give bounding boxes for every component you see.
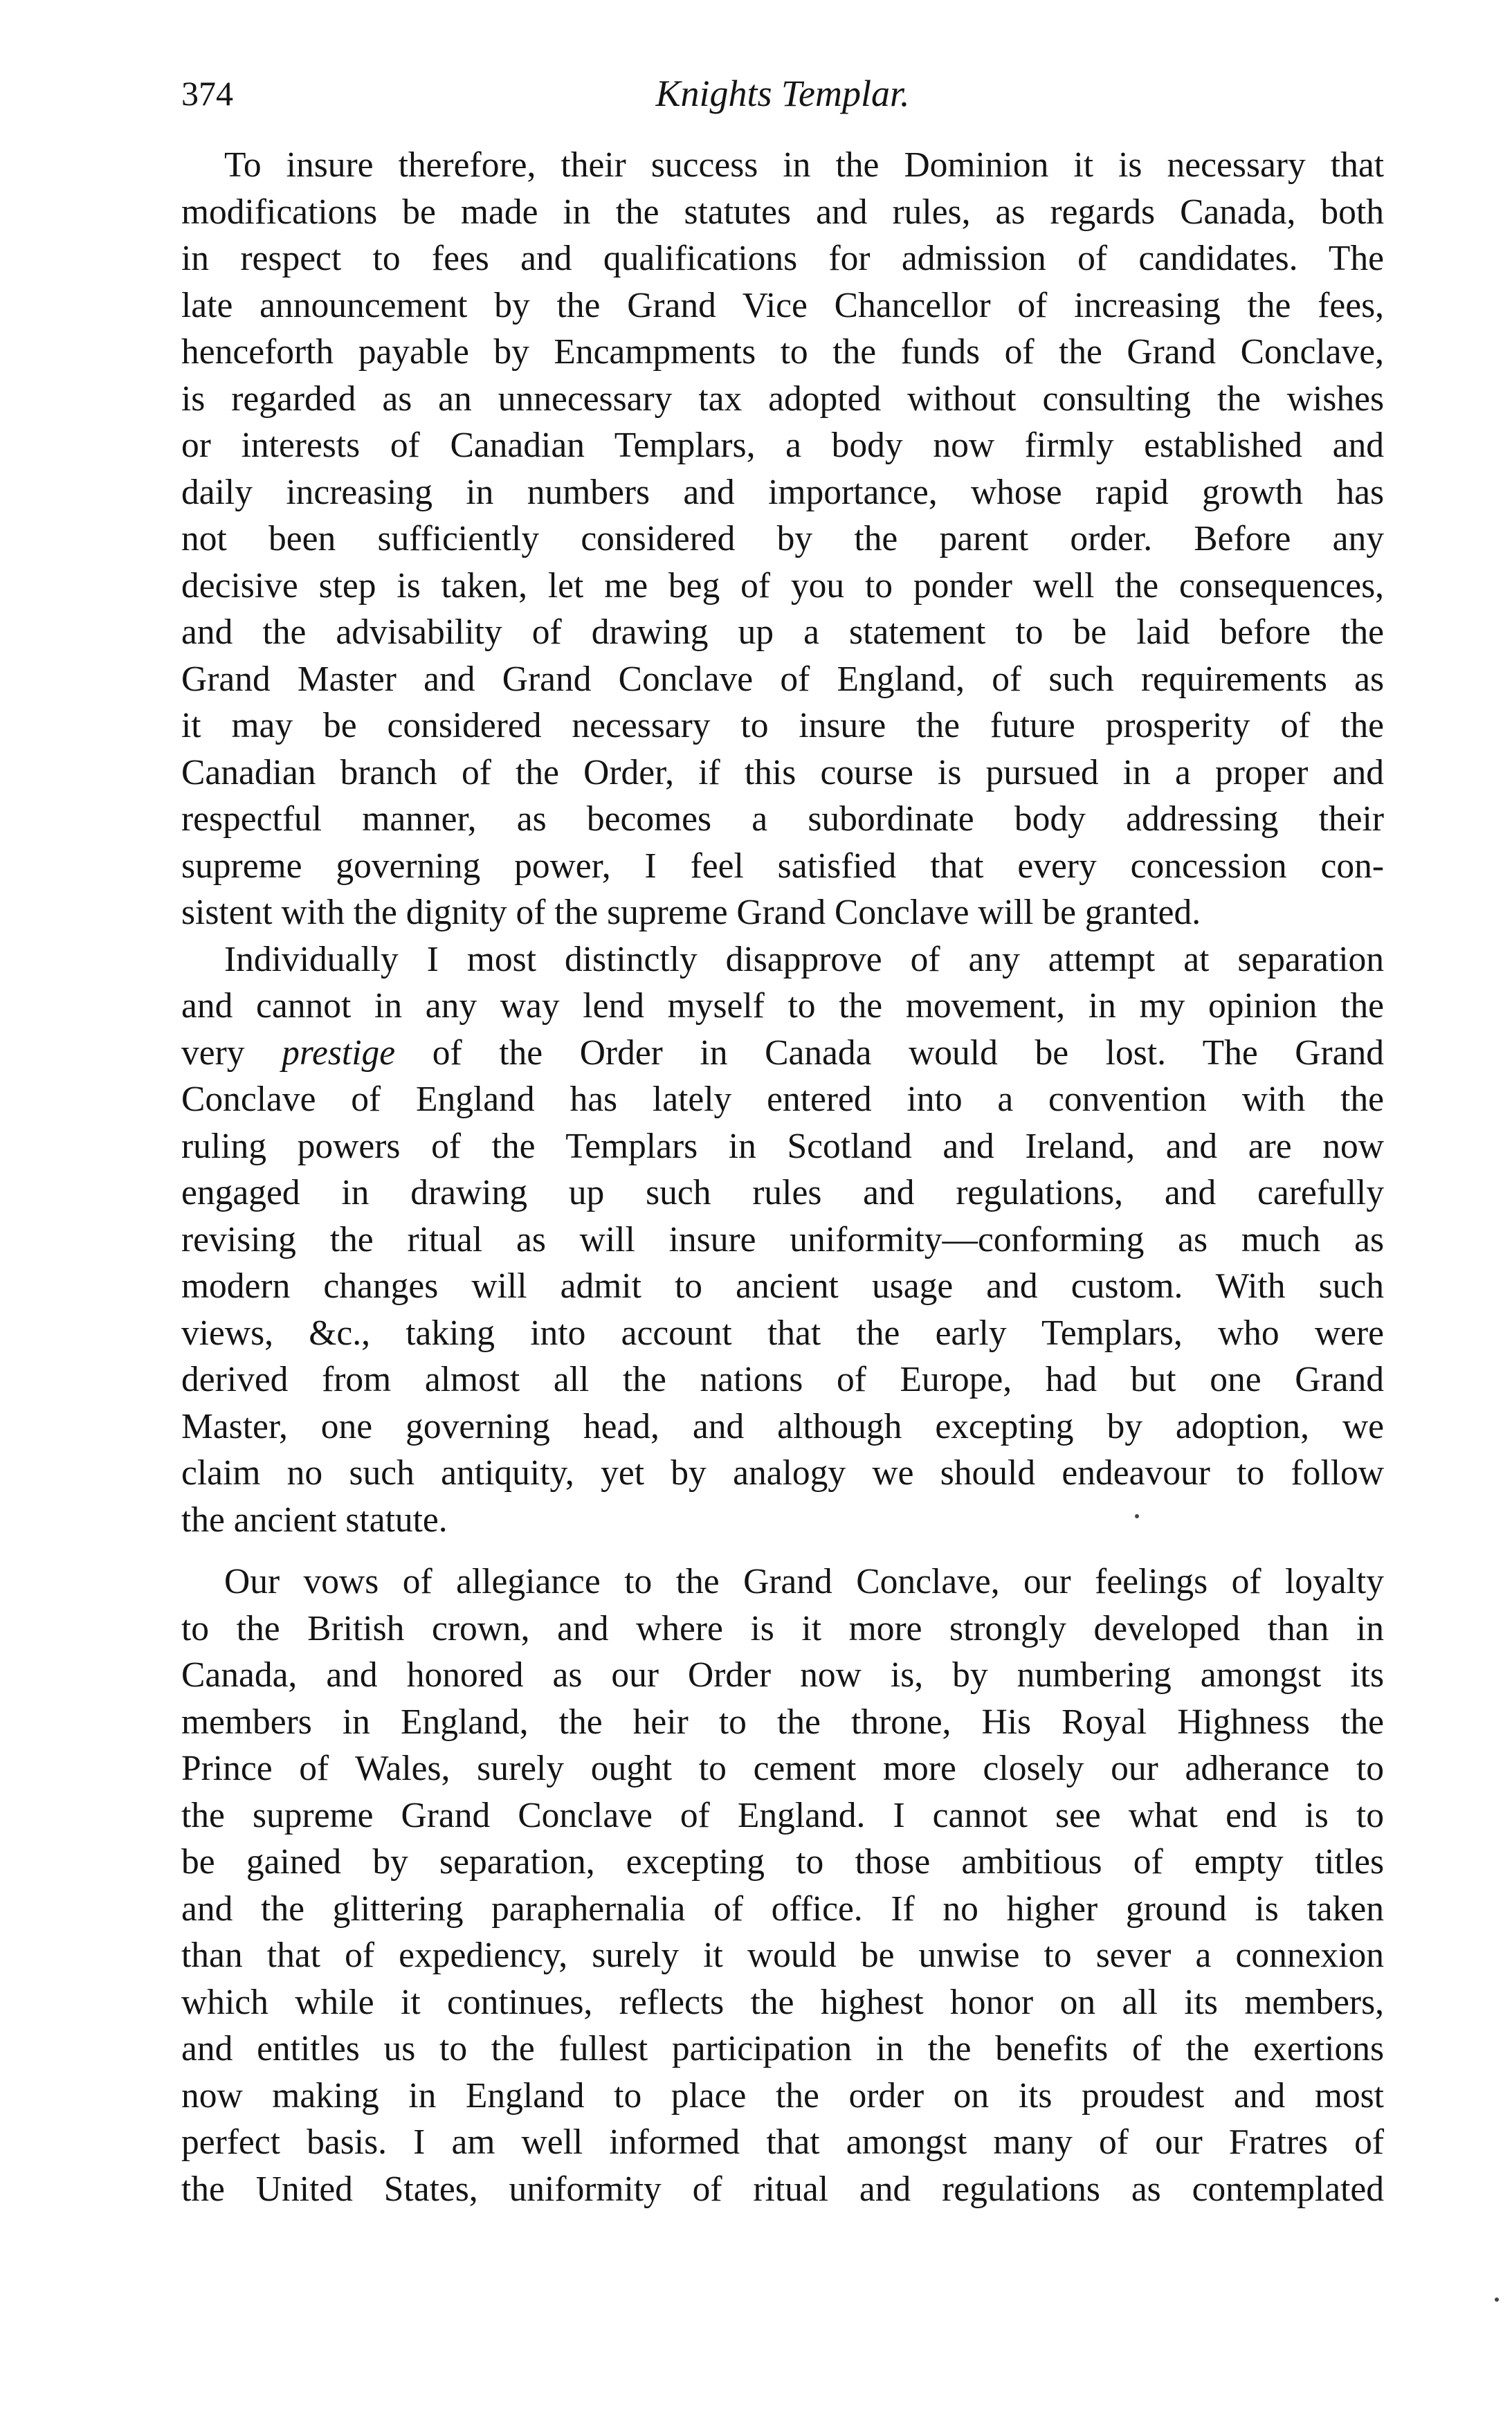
text-line: claim no such antiquity, yet by analogy we should endeavour to follow [181, 1453, 1384, 1493]
text-line: sistent with the dignity of the supreme Grand Conclave will be granted. [181, 893, 1201, 932]
page-header [181, 69, 1384, 125]
text-line: views, &c., taking into account that the early Templars, who were [181, 1313, 1384, 1353]
text-line: engaged in drawing up such rules and regulations, and carefully [181, 1173, 1384, 1212]
text-line: respectful manner, as becomes a subordinate body addressing their [181, 799, 1384, 839]
text-line: modern changes will admit to ancient usage and custom. With such [181, 1266, 1384, 1306]
text-line: derived from almost all the nations of Europe, had but one Grand [181, 1360, 1384, 1399]
text-line: Master, one governing head, and although excepting by adoption, we [181, 1406, 1384, 1446]
text-line: daily increasing in numbers and importance, whose rapid growth has [181, 472, 1384, 512]
text-line: late announcement by the Grand Vice Chancellor of increasing the fees, [181, 285, 1384, 325]
text-line: henceforth payable by Encampments to the funds of the Grand Conclave, [181, 332, 1384, 372]
text-line: Grand Master and Grand Conclave of England, of such requirements as [181, 659, 1384, 699]
ink-speck [1495, 2298, 1499, 2302]
text-line: ruling powers of the Templars in Scotland and Ireland, and are now [181, 1126, 1384, 1166]
text-line: members in England, the heir to the throne, His Royal Highness the [181, 1702, 1384, 1742]
text-line: Individually I most distinctly disapprove of any attempt at separation [224, 939, 1384, 979]
ink-speck [1135, 1514, 1139, 1518]
text-line: which while it continues, reflects the highest honor on all its members, [181, 1982, 1384, 2022]
text-line: to the British crown, and where is it more strongly developed than in [181, 1608, 1384, 1648]
text-line: To insure therefore, their success in the Dominion it is necessary that [224, 145, 1384, 185]
text-line: and entitles us to the fullest participation in the benefits of the exertions [181, 2029, 1384, 2068]
text-line: perfect basis. I am well informed that amongst many of our Fratres of [181, 2122, 1384, 2162]
text-line [181, 1030, 1384, 1077]
text-line: or interests of Canadian Templars, a body now firmly established and [181, 426, 1384, 465]
text-line: Conclave of England has lately entered into a convention with the [181, 1080, 1384, 1119]
text-line: it may be considered necessary to insure the future prosperity of the [181, 706, 1384, 745]
text-line: and cannot in any way lend myself to the movement, in my opinion the [181, 986, 1384, 1026]
text-line: Prince of Wales, surely ought to cement more closely our adherance to [181, 1749, 1384, 1788]
text-line: decisive step is taken, let me beg of you to ponder well the consequences, [181, 565, 1384, 606]
text-line: and the advisability of drawing up a statement to be laid before the [181, 612, 1384, 652]
italic-word: prestige [282, 1032, 396, 1073]
running-title: Knights Templar. [655, 73, 910, 114]
text-line: supreme governing power, I feel satisfied that every concession con- [181, 846, 1384, 886]
text-line: Canadian branch of the Order, if this course is pursued in a proper and [181, 752, 1384, 792]
text-line: the ancient statute. [181, 1500, 448, 1540]
text-line: the supreme Grand Conclave of England. I cannot see what end is to [181, 1795, 1384, 1835]
text-line: than that of expediency, surely it would be unwise to sever a connexion [181, 1936, 1384, 1975]
page-number: 374 [181, 74, 233, 113]
text-line: the United States, uniformity of ritual and regulations as contemplated [181, 2169, 1384, 2209]
text-line: not been sufficiently considered by the parent order. Before any [181, 519, 1384, 558]
text-line: Our vows of allegiance to the Grand Conclave, our feelings of loyalty [224, 1562, 1384, 1601]
text-line: be gained by separation, excepting to those ambitious of empty titles [181, 1842, 1384, 1882]
text-line: modifications be made in the statutes and rules, as regards Canada, both [181, 192, 1384, 232]
text-fragment: very [181, 1032, 282, 1073]
text-line: and the glittering paraphernalia of office. If no higher ground is taken [181, 1889, 1384, 1929]
text-line: Canada, and honored as our Order now is, by numbering amongst its [181, 1655, 1384, 1695]
text-line: in respect to fees and qualifications for admission of candidates. The [181, 239, 1384, 278]
paragraph [181, 142, 1384, 936]
text-line: now making in England to place the order on its proudest and most [181, 2075, 1384, 2116]
text-line: revising the ritual as will insure uniformity—conforming as much as [181, 1219, 1384, 1259]
paragraph [181, 1558, 1384, 2212]
body-text [181, 142, 1384, 2212]
text-fragment: of the Order in Canada would be lost. The Grand [395, 1032, 1384, 1073]
paragraph [181, 936, 1384, 1544]
text-line: is regarded as an unnecessary tax adopted without consulting the wishes [181, 379, 1384, 419]
